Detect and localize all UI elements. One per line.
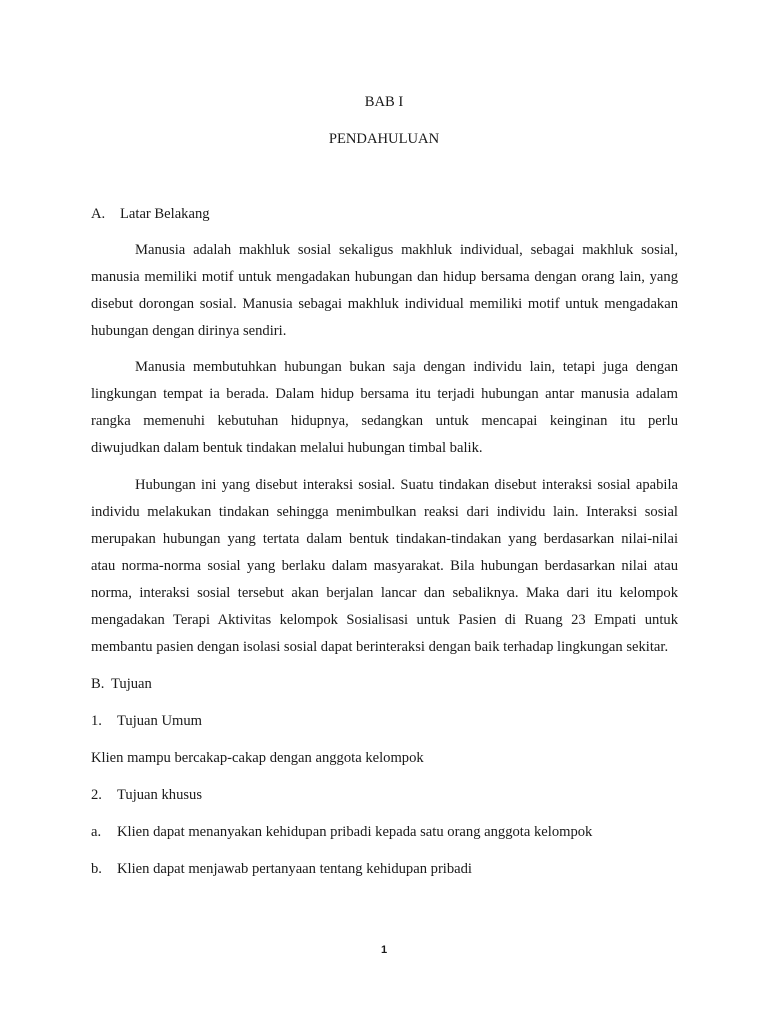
paragraph-3-line-1: Hubungan ini yang disebut interaksi sosial. Suatu tindakan disebut interaksi sosial apabila: [135, 477, 678, 493]
specific-goal-title: Tujuan khusus: [117, 787, 203, 803]
paragraph-3-line-6: mengadakan Terapi Aktivitas kelompok Sosialisasi untuk Pasien di Ruang 23 Empati untuk: [91, 612, 678, 628]
specific-goal-marker: 2.: [91, 787, 102, 803]
specific-goal-heading: [91, 785, 678, 805]
section-b-marker: B.: [91, 676, 105, 692]
section-a-heading: [91, 204, 678, 224]
paragraph-3-line-3: merupakan hubungan yang tertata dalam bentuk tindakan-tindakan yang berdasarkan nilai-nilai: [91, 531, 678, 547]
section-b-title: Tujuan: [111, 676, 152, 692]
page-number: 1: [380, 944, 388, 956]
paragraph-3-line-2: individu melakukan tindakan sehingga menimbulkan reaksi dari individu lain. Interaksi sosial: [91, 504, 678, 520]
paragraph-1-line-4: hubungan dengan dirinya sendiri.: [91, 323, 287, 339]
specific-goal-item: [91, 822, 678, 842]
section-a-marker: A.: [91, 206, 106, 222]
paragraph-3-line-5: norma, interaksi sosial tersebut akan berjalan lancar dan sebaliknya. Maka dari itu kelompok: [91, 585, 678, 601]
paragraph-3-line-7: membantu pasien dengan isolasi sosial dapat berinteraksi dengan baik terhadap lingkungan sekitar.: [91, 639, 669, 655]
section-a-title: Latar Belakang: [120, 206, 210, 222]
general-goal-text: Klien mampu bercakap-cakap dengan anggota kelompok: [91, 750, 424, 766]
general-goal-marker: 1.: [91, 713, 102, 729]
section-b-heading: [91, 674, 678, 694]
paragraph-2-line-2: lingkungan tempat ia berada. Dalam hidup bersama itu terjadi hubungan antar manusia adalam: [91, 386, 678, 402]
paragraph-1-line-2: manusia memiliki motif untuk mengadakan hubungan dan hidup bersama dengan orang lain, yang: [91, 269, 678, 285]
general-goal-heading: [91, 711, 678, 731]
paragraph-2-line-4: diwujudkan dalam bentuk tindakan melalui hubungan timbal balik.: [91, 440, 483, 456]
chapter-number: BAB I: [364, 94, 404, 110]
specific-goal-item-text: Klien dapat menanyakan kehidupan pribadi kepada satu orang anggota kelompok: [117, 824, 593, 840]
specific-goal-item: [91, 859, 678, 879]
specific-goal-item-marker: a.: [91, 824, 102, 840]
specific-goal-item-marker: b.: [91, 861, 102, 877]
paragraph-2-line-3: rangka memenuhi kebutuhan hidupnya, sedangkan untuk mencapai keinginan itu perlu: [91, 413, 678, 429]
paragraph-1-line-1: Manusia adalah makhluk sosial sekaligus makhluk individual, sebagai makhluk sosial,: [135, 242, 678, 258]
specific-goal-item-text: Klien dapat menjawab pertanyaan tentang kehidupan pribadi: [117, 861, 472, 877]
paragraph-2-line-1: Manusia membutuhkan hubungan bukan saja dengan individu lain, tetapi juga dengan: [135, 359, 678, 375]
chapter-title: PENDAHULUAN: [328, 131, 440, 147]
paragraph-3-line-4: atau norma-norma sosial yang berlaku dalam masyarakat. Bila hubungan berdasarkan nilai atau: [91, 558, 678, 574]
paragraph-1-line-3: disebut dorongan sosial. Manusia sebagai makhluk individual memiliki motif untuk mengadakan: [91, 296, 678, 312]
general-goal-title: Tujuan Umum: [117, 713, 203, 729]
